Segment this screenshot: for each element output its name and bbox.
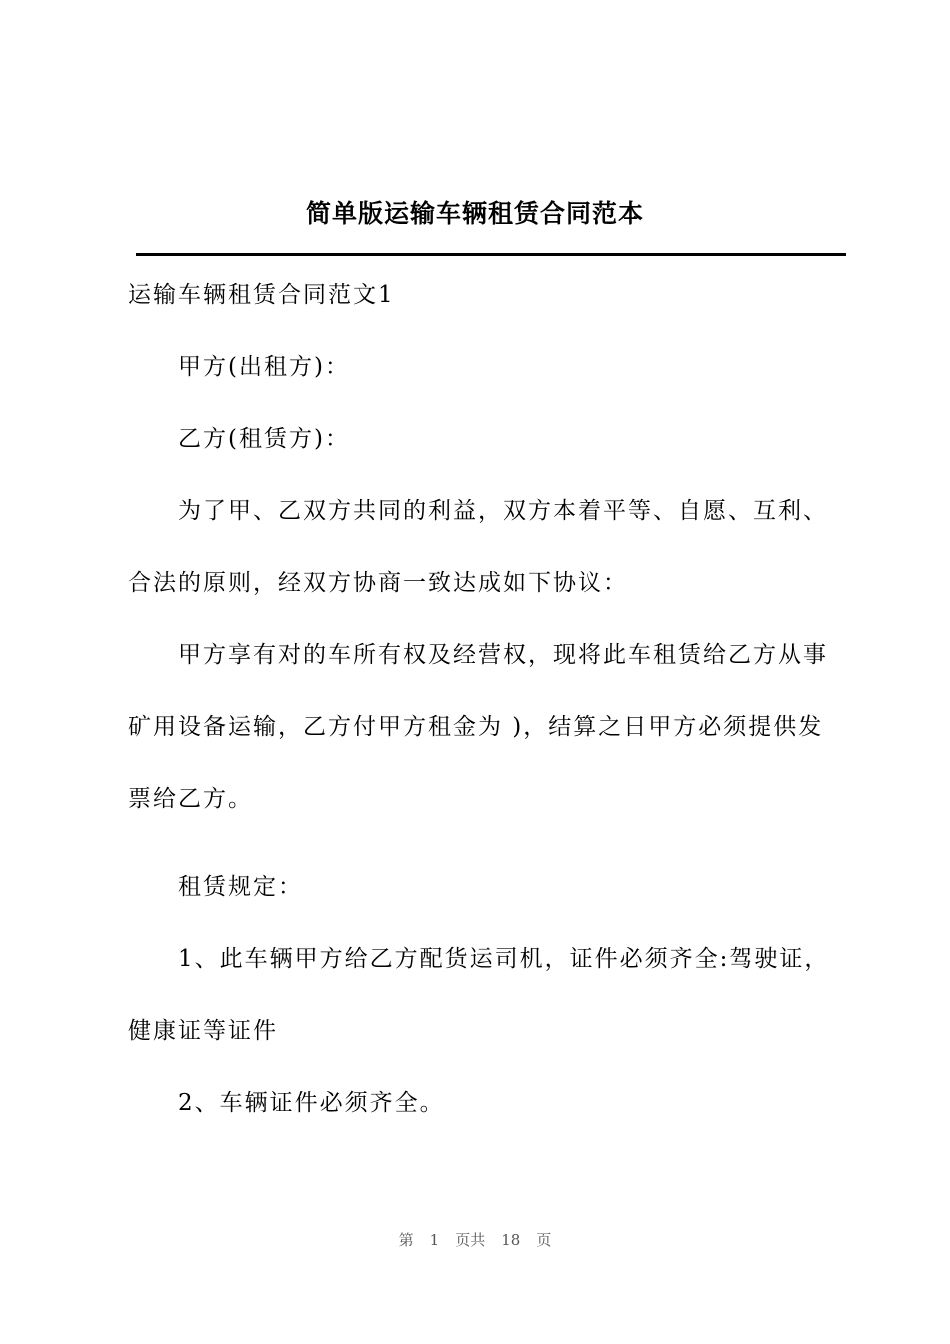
document-body: [128, 275, 844, 1123]
footer-total-pages: 18: [501, 1231, 521, 1249]
footer-label-prefix: 第: [398, 1231, 414, 1249]
party-b-line: 乙方(租赁方)：: [178, 426, 350, 452]
page-footer: [0, 1229, 950, 1251]
preamble-paragraph: 为了甲、乙双方共同的利益，双方本着平等、自愿、互利、合法的原则，经双方协商一致达成如下协议：: [128, 498, 828, 596]
title-divider: [136, 253, 846, 256]
party-a-line: 甲方(出租方)：: [178, 354, 350, 380]
ownership-paragraph: 甲方享有对的车所有权及经营权，现将此车租赁给乙方从事矿用设备运输，乙方付甲方租金为 )，结算之日甲方必须提供发票给乙方。: [128, 642, 828, 812]
rules-heading: 租赁规定：: [178, 874, 303, 900]
footer-page-number: 1: [429, 1231, 440, 1249]
footer-label-suffix: 页: [536, 1231, 552, 1249]
rule-item-2: 2、车辆证件必须齐全。: [178, 1090, 445, 1116]
footer-label-middle: 页共: [455, 1231, 486, 1249]
page-title: 简单版运输车辆租赁合同范本: [305, 199, 644, 228]
section-heading: 运输车辆租赁合同范文1: [128, 282, 395, 308]
rule-item-1: 1、此车辆甲方给乙方配货运司机，证件必须齐全:驾驶证，健康证等证件: [128, 946, 830, 1044]
